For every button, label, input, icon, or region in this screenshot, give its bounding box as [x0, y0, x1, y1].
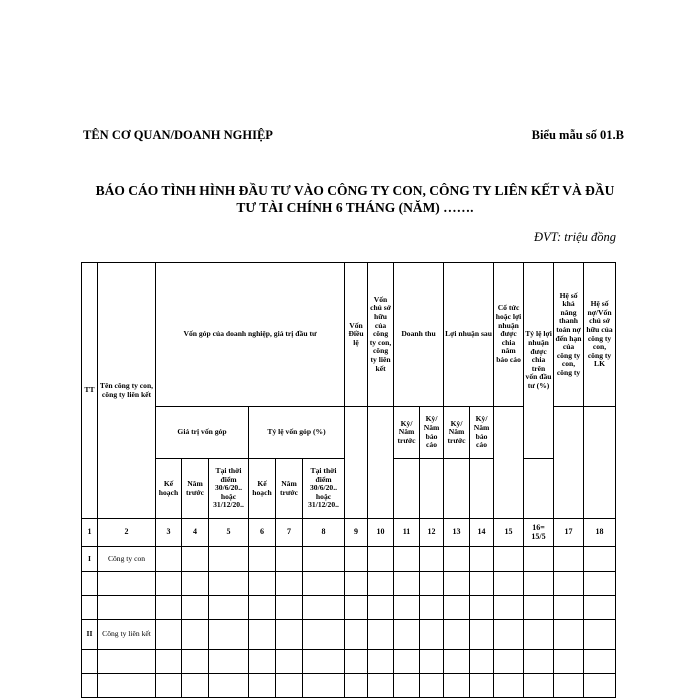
col-number: 6	[249, 519, 276, 547]
report-table	[81, 262, 616, 698]
header-liquidity: Hệ số khả năng thanh toán nợ đến hạn của công ty con, công ty	[554, 263, 584, 407]
col-number: 15	[494, 519, 524, 547]
report-title	[75, 182, 635, 216]
section-row-associates	[82, 620, 616, 650]
col-number: 12	[420, 519, 444, 547]
table-row	[82, 674, 616, 698]
empty-cell	[444, 459, 470, 519]
empty-cell	[584, 407, 616, 519]
table-row	[82, 572, 616, 596]
report-title-line-1: BÁO CÁO TÌNH HÌNH ĐẦU TƯ VÀO CÔNG TY CON, CÔNG TY LIÊN KẾT VÀ ĐẦU	[95, 183, 615, 198]
header-rate-at-time: Tại thời điểm 30/6/20.. hoặc 31/12/20..	[303, 459, 345, 519]
unit-label: ĐVT: triệu đồng	[534, 230, 616, 244]
header-rate-prev-year: Năm trước	[276, 459, 303, 519]
section-row-subsidiaries	[82, 547, 616, 572]
header-contribution-rate: Tỷ lệ vốn góp (%)	[249, 407, 345, 459]
header-revenue-report: Kỳ/ Năm báo cáo	[420, 407, 444, 459]
form-number: Biểu mẫu số 01.B	[531, 128, 624, 142]
header-contribution: Vốn góp của doanh nghiệp, giá trị đầu tư	[156, 263, 345, 407]
empty-cell	[470, 459, 494, 519]
header-profit-report: Kỳ/ Năm báo cáo	[470, 407, 494, 459]
empty-cell	[394, 459, 420, 519]
header-equity: Vốn chủ sở hữu của công ty con, công ty liên kết	[368, 263, 394, 407]
header-revenue: Doanh thu	[394, 263, 444, 407]
col-number: 2	[98, 519, 156, 547]
empty-cell	[345, 407, 368, 519]
col-number: 10	[368, 519, 394, 547]
header-revenue-prev: Kỳ/ Năm trước	[394, 407, 420, 459]
col-number: 11	[394, 519, 420, 547]
report-title-line-2: TƯ TÀI CHÍNH 6 THÁNG (NĂM) …….	[236, 200, 474, 215]
empty-cell	[368, 407, 394, 519]
col-number: 16= 15/5	[524, 519, 554, 547]
header-contribution-value: Giá trị vốn góp	[156, 407, 249, 459]
col-number: 8	[303, 519, 345, 547]
header-tt: TT	[82, 263, 98, 519]
header-company-name: Tên công ty con, công ty liên kết	[98, 263, 156, 519]
col-number: 17	[554, 519, 584, 547]
header-rate-plan: Kế hoạch	[249, 459, 276, 519]
empty-cell	[554, 407, 584, 519]
header-value-prev-year: Năm trước	[182, 459, 209, 519]
col-number: 9	[345, 519, 368, 547]
empty-cell	[524, 459, 554, 519]
table-row	[82, 596, 616, 620]
header-profit-ratio: Tỷ lệ lợi nhuận được chia trên vốn đầu tư (%)	[524, 263, 554, 459]
header-dividend: Cổ tức hoặc lợi nhuận được chia năm báo cáo	[494, 263, 524, 407]
col-number: 1	[82, 519, 98, 547]
col-number: 7	[276, 519, 303, 547]
col-number: 3	[156, 519, 182, 547]
header-debt-ratio: Hệ số nợ/Vốn chủ sở hữu của công ty con, công ty LK	[584, 263, 616, 407]
col-number: 5	[209, 519, 249, 547]
section-number: II	[82, 620, 98, 650]
col-number: 14	[470, 519, 494, 547]
agency-name: TÊN CƠ QUAN/DOANH NGHIỆP	[83, 128, 273, 142]
header-profit-prev: Kỳ/ Năm trước	[444, 407, 470, 459]
header-value-plan: Kế hoạch	[156, 459, 182, 519]
empty-cell	[494, 407, 524, 519]
section-label: Công ty liên kết	[98, 620, 156, 650]
empty-cell	[420, 459, 444, 519]
table-row	[82, 650, 616, 674]
section-label: Công ty con	[98, 547, 156, 572]
header-charter-capital: Vốn Điều lệ	[345, 263, 368, 407]
header-profit: Lợi nhuận sau	[444, 263, 494, 407]
col-number: 4	[182, 519, 209, 547]
header-value-at-time: Tại thời điểm 30/6/20.. hoặc 31/12/20..	[209, 459, 249, 519]
col-number: 18	[584, 519, 616, 547]
section-number: I	[82, 547, 98, 572]
col-number: 13	[444, 519, 470, 547]
